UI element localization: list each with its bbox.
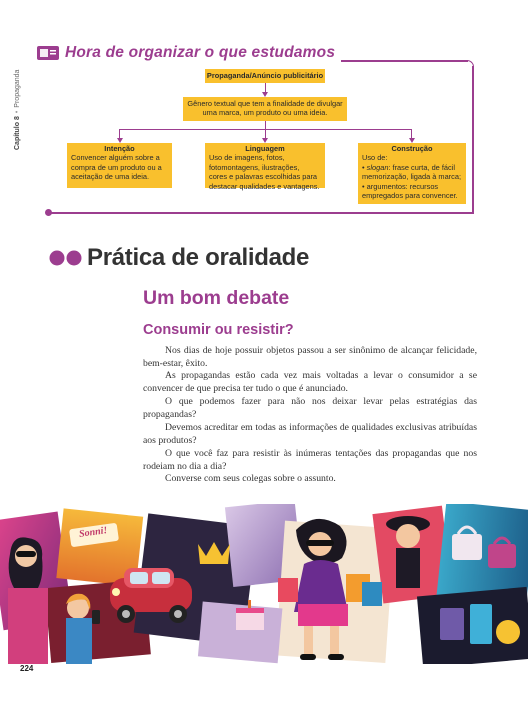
chapter-side-label	[14, 40, 28, 150]
section-title: Prática de oralidade	[87, 244, 310, 271]
genre-title-box: Propaganda/Anúncio publicitário	[205, 69, 325, 83]
construcao-bullet-2	[362, 182, 462, 191]
intencao-heading: Intenção	[104, 144, 135, 153]
bullet-text: argumentos: recursos	[366, 181, 439, 191]
section-subtitle: Um bom debate	[143, 287, 290, 309]
bullet-glyph: •	[362, 162, 365, 172]
intencao-line: compra de um produto ou a	[71, 162, 162, 172]
frame-bottom-dot	[45, 209, 52, 216]
connector-col3	[411, 129, 412, 138]
connector-col2	[265, 129, 266, 138]
page-number: 224	[20, 664, 34, 673]
construcao-intro: Uso de:	[362, 153, 388, 163]
genre-definition-box	[183, 97, 347, 121]
body-paragraph: O que você faz para resistir às inúmeras tentações das propagandas que nos rodeiam no dia a dia?	[143, 448, 477, 472]
frame-right-line	[472, 66, 474, 214]
bullet-glyph: •	[362, 181, 365, 191]
frame-top-line	[341, 60, 468, 62]
connector-horizontal	[119, 129, 412, 130]
linguagem-line: cores e palavras escolhidas para	[209, 172, 318, 182]
linguagem-line: fotomontagens, ilustrações,	[209, 162, 300, 172]
construcao-bullet-1-cont: memorização, ligada à marca;	[362, 172, 461, 182]
section-heading: Consumir ou resistir?	[143, 322, 294, 338]
construcao-bullet-1	[362, 163, 462, 172]
construcao-heading: Construção	[391, 144, 433, 153]
linguagem-heading: Linguagem	[245, 144, 285, 153]
sign-text: Sonni!	[78, 525, 108, 540]
connector-col1	[119, 129, 120, 138]
chapter-topic: Propaganda	[14, 69, 21, 108]
slogan-term: slogan	[366, 162, 389, 172]
notebook-icon	[37, 46, 59, 60]
summary-title: Hora de organizar o que estudamos	[65, 44, 336, 61]
chapter-separator: •	[14, 110, 21, 114]
chapter-label: Capítulo 8	[14, 116, 21, 150]
connector-main-down	[265, 121, 266, 129]
body-paragraph: Converse com seus colegas sobre o assunto.	[165, 473, 336, 484]
connector-top-main	[265, 83, 266, 92]
linguagem-line: destacar qualidades e vantagens.	[209, 181, 320, 191]
frame-bottom-line	[49, 212, 474, 214]
body-paragraph: As propagandas estão cada vez mais voltadas a levar o consumidor a se convencer de que precisa ter tudo o que é anunciado.	[143, 370, 477, 394]
body-paragraph: Nos dias de hoje possuir objetos passou a ser sinônimo de alcançar felicidade, bem-estar, êxito.	[143, 345, 477, 369]
intencao-box	[67, 143, 172, 188]
construcao-bullet-2-cont: empregados para convencer.	[362, 191, 458, 201]
definition-line-2: uma marca, um produto ou uma ideia.	[202, 108, 328, 118]
bullet-text: : frase curta, de fácil	[388, 162, 455, 172]
body-paragraph: O que podemos fazer para não nos deixar levar pelas estratégias das propagandas?	[143, 396, 477, 420]
construcao-box	[358, 143, 466, 204]
sunglasses	[16, 551, 36, 557]
intencao-line: aceitação de uma ideia.	[71, 172, 150, 182]
section-dots-icon	[49, 250, 83, 266]
intencao-line: Convencer alguém sobre a	[71, 153, 160, 163]
definition-line-1: Gênero textual que tem a finalidade de divulgar	[187, 99, 343, 108]
linguagem-line: Uso de imagens, fotos,	[209, 153, 285, 163]
body-paragraph: Devemos acreditar em todas as informações de qualidades exclusivas atribuídas aos produtos?	[143, 422, 477, 446]
linguagem-box	[205, 143, 325, 191]
